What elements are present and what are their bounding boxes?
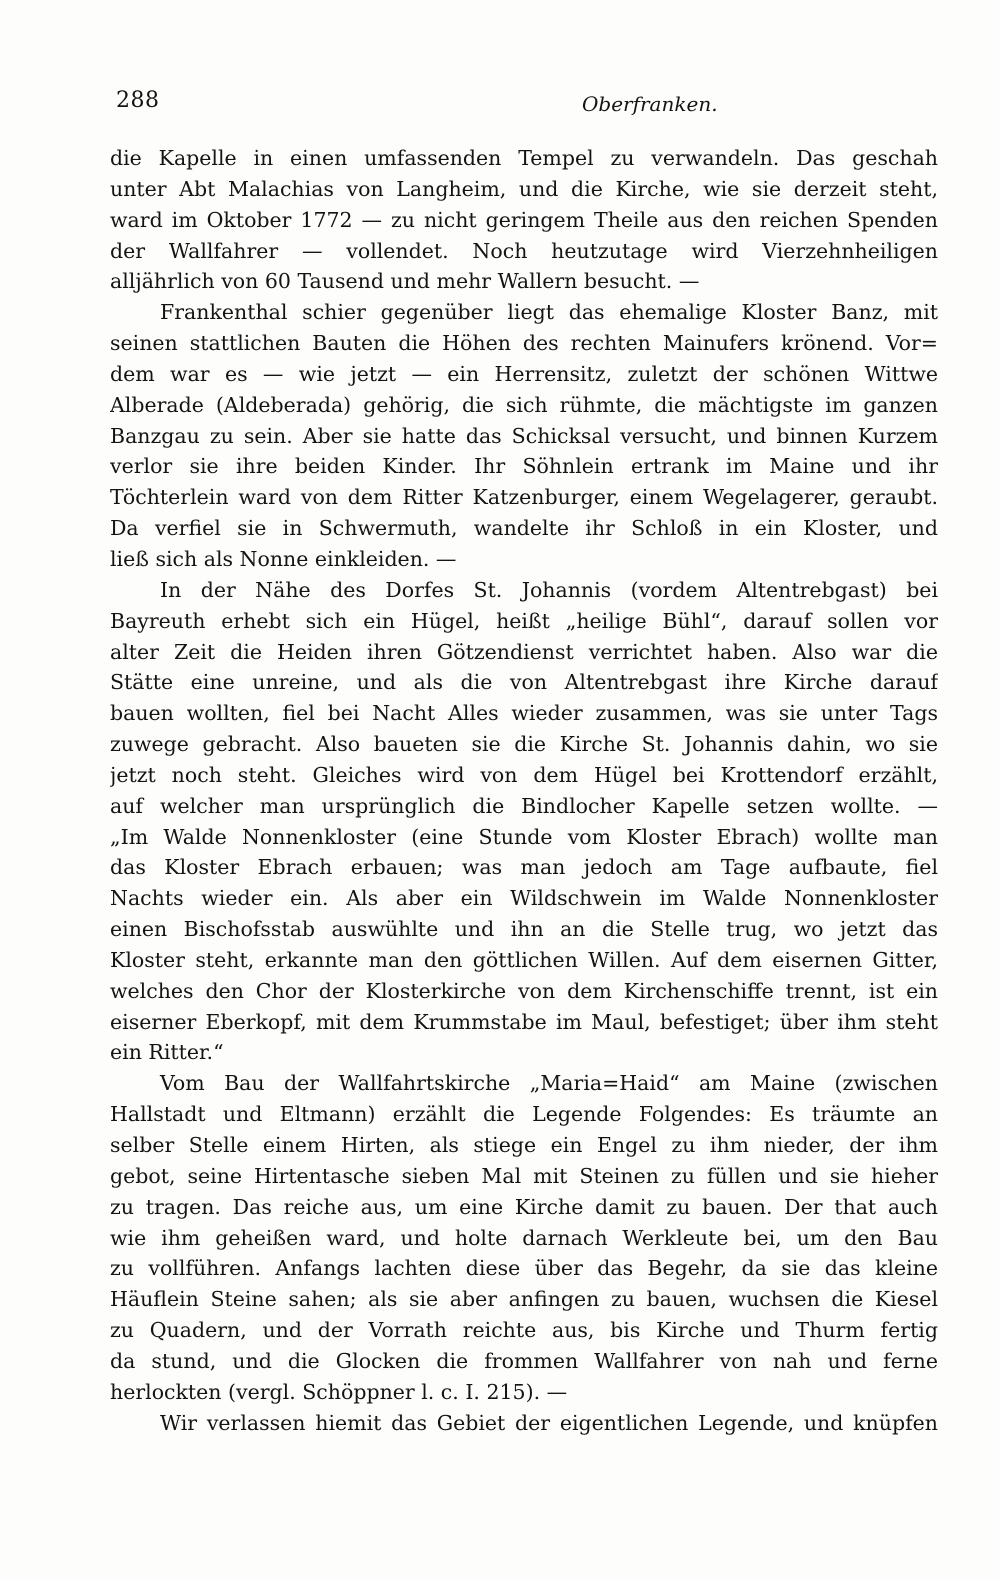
text-line: Alberade (Aldeberada) gehörig, die sich rühmte, die mächtigste im ganzen [110,392,938,417]
text-line: Häuflein Steine sahen; als sie aber anfingen zu bauen, wuchsen die Kiesel [110,1287,938,1312]
text-line: ward im Oktober 1772 — zu nicht geringem Theile aus den reichen Spenden [110,207,938,232]
text-line: zuwege gebracht. Also baueten sie die Kirche St. Johannis dahin, wo sie [110,732,938,757]
text-line: ließ sich als Nonne einkleiden. — [110,546,457,571]
text-line: seinen stattlichen Bauten die Höhen des rechten Mainufers krönend. Vor= [110,331,938,356]
text-line: verlor sie ihre beiden Kinder. Ihr Söhnlein ertrank im Maine und ihr [110,454,938,479]
text-line: alter Zeit die Heiden ihren Götzendienst verrichtet haben. Also war die [110,639,938,664]
text-line: eiserner Eberkopf, mit dem Krummstabe im Maul, befestiget; über ihm steht [110,1009,938,1034]
text-line: bauen wollten, fiel bei Nacht Alles wieder zusammen, was sie unter Tags [110,701,938,726]
text-line: da stund, und die Glocken die frommen Wallfahrer von nah und ferne [110,1348,938,1373]
text-line: Nachts wieder ein. Als aber ein Wildschwein im Walde Nonnenkloster [110,886,938,911]
text-line: Hallstadt und Eltmann) erzählt die Legende Folgendes: Es träumte an [110,1102,938,1127]
text-line: gebot, seine Hirtentasche sieben Mal mit Steinen zu füllen und sie hieher [110,1163,938,1188]
text-line: die Kapelle in einen umfassenden Tempel zu verwandeln. Das geschah [110,146,938,170]
text-line: unter Abt Malachias von Langheim, und die Kirche, wie sie derzeit steht, [110,176,938,201]
text-line: zu vollführen. Anfangs lachten diese über das Begehr, da sie das kleine [110,1256,938,1281]
text-line: Vom Bau der Wallfahrtskirche „Maria=Haid“ am Maine (zwischen [160,1071,938,1096]
text-line: Frankenthal schier gegenüber liegt das ehemalige Kloster Banz, mit [160,300,938,325]
text-line: In der Nähe des Dorfes St. Johannis (vordem Altentrebgast) bei [160,577,938,602]
text-line: Stätte eine unreine, und als die von Altentrebgast ihre Kirche darauf [110,670,938,695]
text-line: jetzt noch steht. Gleiches wird von dem Hügel bei Krottendorf erzählt, [110,762,938,787]
text-line: Banzgau zu sein. Aber sie hatte das Schicksal versucht, und binnen Kurzem [110,423,938,448]
text-line: „Im Walde Nonnenkloster (eine Stunde vom Kloster Ebrach) wollte man [110,824,938,849]
text-line: das Kloster Ebrach erbauen; was man jedoch am Tage aufbaute, fiel [110,855,938,880]
text-line: alljährlich von 60 Tausend und mehr Wallern besucht. — [110,269,700,294]
text-line: selber Stelle einem Hirten, als stiege ein Engel zu ihm nieder, der ihm [110,1133,938,1157]
text-line: einen Bischofsstab auswühlte und ihn an die Stelle trug, wo jetzt das [110,917,938,942]
text-line: wie ihm geheißen ward, und holte darnach Werkleute bei, um den Bau [110,1225,938,1250]
text-line: der Wallfahrer — vollendet. Noch heutzutage wird Vierzehnheiligen [110,238,938,263]
text-line: Da verfiel sie in Schwermuth, wandelte ihr Schloß in ein Kloster, und [110,516,938,541]
page-number: 288 [116,88,160,113]
text-line: Töchterlein ward von dem Ritter Katzenburger, einem Wegelagerer, geraubt. [110,485,938,510]
text-line: Kloster steht, erkannte man den göttlichen Willen. Auf dem eisernen Gitter, [110,947,938,972]
text-line: ein Ritter.“ [110,1040,224,1065]
text-line: welches den Chor der Klosterkirche von dem Kirchenschiffe trennt, ist ein [110,978,938,1003]
body-text [110,143,938,1438]
text-line: dem war es — wie jetzt — ein Herrensitz, zuletzt der schönen Wittwe [110,361,938,386]
text-line: Wir verlassen hiemit das Gebiet der eigentlichen Legende, und knüpfen [160,1410,938,1435]
text-line: zu tragen. Das reiche aus, um eine Kirche damit zu bauen. Der that auch [110,1194,938,1219]
text-line: auf welcher man ursprünglich die Bindlocher Kapelle setzen wollte. — [110,793,938,818]
running-head: Oberfranken. [582,92,718,116]
page-header [112,88,936,128]
text-line: Bayreuth erhebt sich ein Hügel, heißt „heilige Bühl“, darauf sollen vor [110,608,938,633]
text-line: herlockten (vergl. Schöppner l. c. I. 215). — [110,1379,568,1404]
text-line: zu Quadern, und der Vorrath reichte aus, bis Kirche und Thurm fertig [110,1318,938,1343]
